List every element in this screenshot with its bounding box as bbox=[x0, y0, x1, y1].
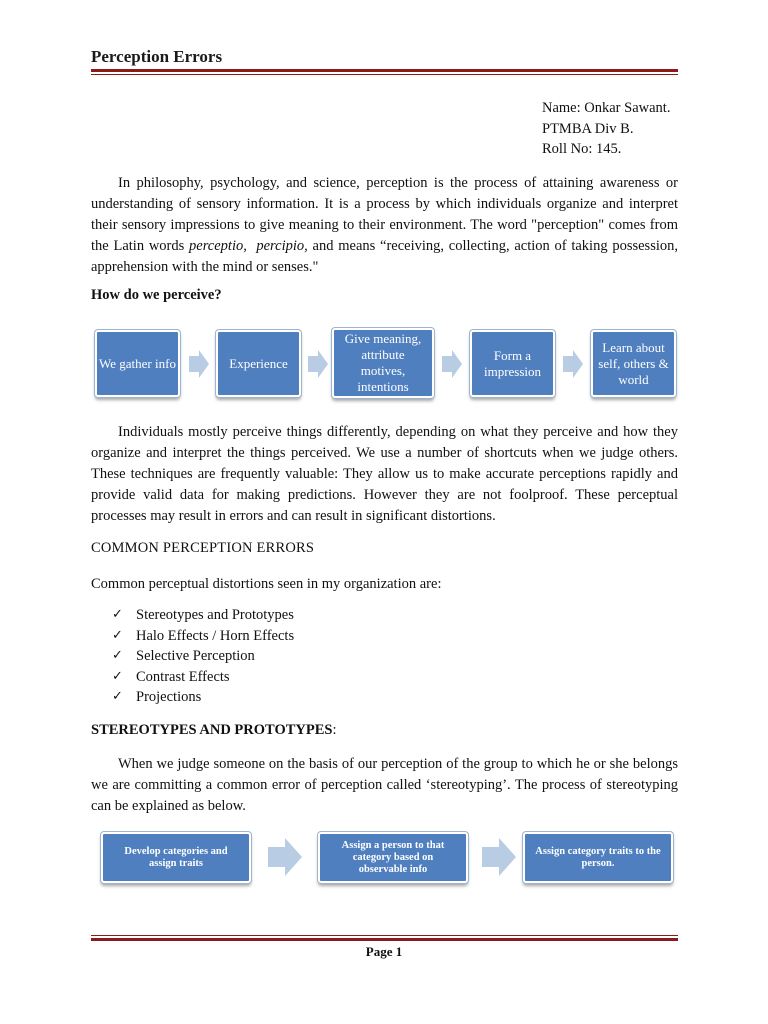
checkmark-icon: ✓ bbox=[112, 627, 123, 643]
flow2-step-2: Assign a person to that category based on observable info bbox=[318, 832, 468, 883]
common-errors-heading-text: COMMON PERCEPTION ERRORS bbox=[91, 540, 315, 556]
footer-rule-dark bbox=[91, 938, 678, 941]
stereotypes-heading-text: STEREOTYPES AND PROTOTYPES bbox=[91, 722, 333, 738]
perception-text: Individuals mostly perceive things differently, depending on what they perceive and how they organize and interpret the things perceived. We use a number of shortcuts when we judge others. These techniques are frequently valuable: They allow us to make accurate perceptions rapidly and provide valid data for making predictions. However they are not foolproof. These perceptual processes may result in errors and can result in significant distortions. bbox=[91, 424, 678, 524]
footer-rule-thin bbox=[91, 935, 678, 936]
stereotypes-paragraph bbox=[91, 754, 678, 817]
checkmark-icon: ✓ bbox=[112, 668, 123, 684]
author-program: PTMBA Div B. bbox=[542, 120, 634, 137]
flow2-step-1: Develop categories and assign traits bbox=[101, 832, 251, 883]
header-rule-thin bbox=[91, 74, 678, 75]
flow1-step-2: Experience bbox=[216, 330, 301, 397]
checkmark-icon: ✓ bbox=[112, 689, 123, 705]
common-errors-intro: Common perceptual distortions seen in my organization are: bbox=[91, 576, 442, 592]
flow1-step-5: Learn about self, others & world bbox=[591, 330, 676, 397]
list-item: ✓ Stereotypes and Prototypes bbox=[112, 605, 294, 626]
intro-latin-2: percipio, bbox=[256, 238, 308, 254]
flow1-step-4: Form a impression bbox=[470, 330, 555, 397]
intro-latin-1: perceptio, bbox=[189, 238, 247, 254]
perception-paragraph bbox=[91, 422, 678, 527]
intro-text-1: In philosophy, psychology, and science, perception is the process of attaining awareness or understanding of sensory information. It is a process by which individuals organize and interpret their sensory impressions to give meaning to their environment. The word "perception" comes from the Latin words bbox=[91, 175, 678, 254]
list-item: ✓ Halo Effects / Horn Effects bbox=[112, 626, 294, 647]
author-name: Name: Onkar Sawant. bbox=[542, 100, 671, 116]
list-item: ✓ Projections bbox=[112, 687, 294, 708]
intro-text-2: and means “receiving, collecting, action of taking possession, apprehension with the mind or senses." bbox=[91, 238, 678, 275]
author-info bbox=[542, 98, 670, 160]
common-errors-heading bbox=[91, 540, 314, 557]
checkmark-icon: ✓ bbox=[112, 648, 123, 664]
list-item: ✓ Contrast Effects bbox=[112, 667, 294, 688]
page-header-title: Perception Errors bbox=[91, 47, 223, 66]
stereotypes-heading bbox=[91, 722, 337, 739]
how-heading: How do we perceive? bbox=[91, 287, 222, 303]
flow1-step-1: We gather info bbox=[95, 330, 180, 397]
author-roll: Roll No: 145. bbox=[542, 141, 622, 157]
flow1-step-3: Give meaning, attribute motives, intentions bbox=[332, 328, 434, 398]
errors-list bbox=[112, 605, 294, 708]
header-rule-dark bbox=[91, 69, 678, 72]
page-number: Page 1 bbox=[365, 944, 403, 959]
flow2-step-3: Assign category traits to the person. bbox=[523, 832, 673, 883]
checkmark-icon: ✓ bbox=[112, 607, 123, 622]
list-item: ✓ Selective Perception bbox=[112, 646, 294, 667]
stereotypes-text: When we judge someone on the basis of our perception of the group to which he or she belongs we are committing a common error of perception called ‘stereotyping’. The process of stereotyping can be explained as below. bbox=[91, 756, 678, 814]
intro-paragraph bbox=[91, 173, 678, 278]
stereotypes-heading-colon: : bbox=[332, 722, 337, 738]
